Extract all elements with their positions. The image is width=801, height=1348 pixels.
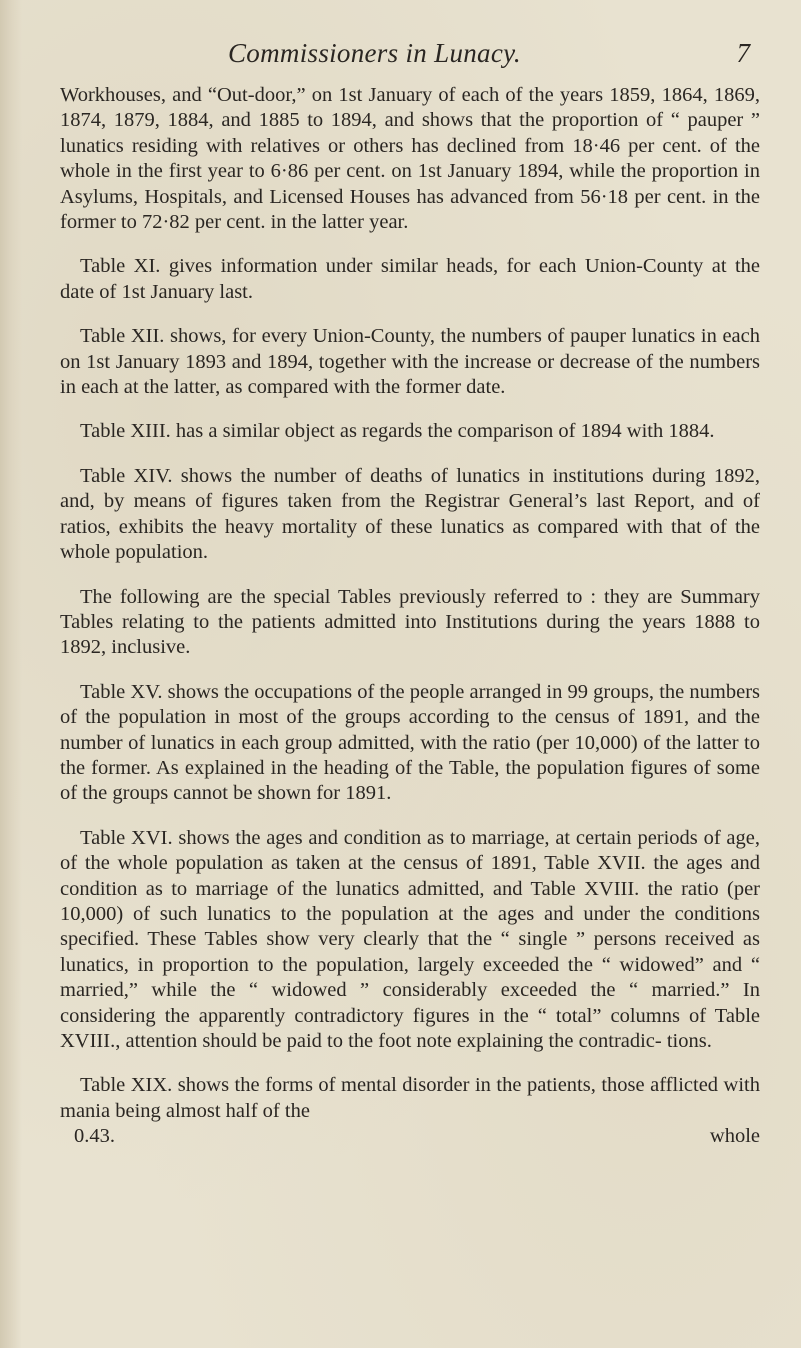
document-page	[60, 38, 760, 1328]
running-head	[60, 38, 760, 78]
paragraph-table-xix: Table XIX. shows the forms of mental disorder in the patients, those afflicted with mania being almost half of the	[60, 1074, 760, 1122]
catchword: whole	[709, 1125, 760, 1148]
page-footer	[60, 1124, 760, 1150]
signature-mark: 0.43.	[74, 1125, 115, 1148]
paragraph-table-xiii: Table XIII. has a similar object as regards the comparison of 1894 with 1884.	[80, 420, 715, 443]
paragraph-special-tables: The following are the special Tables previously referred to : they are Summary Tables relating to the patients admitted into Institutions during the years 1888 to 1892, inclusive.	[60, 585, 760, 659]
paragraph-table-xi: Table XI. gives information under similar heads, for each Union-County at the date of 1st January last.	[60, 255, 760, 303]
paragraph-table-xv: Table XV. shows the occupations of the people arranged in 99 groups, the numbers of the population in most of the groups according to the census of 1891, and the number of lunatics in each group admitted, with the ratio (per 10,000) of the latter to the former. As explained in the heading of the Table, the population figures of some of the groups cannot be shown for 1891.	[60, 680, 760, 805]
paragraph-table-xii: Table XII. shows, for every Union-County, the numbers of pauper lunatics in each on 1st January 1893 and 1894, together with the increase or decrease of the numbers in each at the latter, as compared with the former date.	[60, 325, 760, 399]
running-title: Commissioners in Lunacy.	[228, 38, 521, 68]
paragraph-table-xvi: Table XVI. shows the ages and condition as to marriage, at certain periods of age, of the whole population as taken at the census of 1891, Table XVII. the ages and condition as to marriage of the lunatics admitted, and Table XVIII. the ratio (per 10,000) of such lunatics to the population at the ages and under the conditions specified. These Tables show very clearly that the “ single ” persons received as lunatics, in proportion to the population, largely exceeded the “ widowed” and “ married,” while the “ widowed ” considerably exceeded the “ married.” In considering the apparently contradictory figures in the “ total” columns of Table XVIII., attention should be paid to the foot note explaining the contradic- tions.	[60, 826, 760, 1052]
body-text	[60, 83, 760, 1124]
paragraph-table-xiv: Table XIV. shows the number of deaths of lunatics in institutions during 1892, and, by means of figures taken from the Registrar General’s last Report, and of ratios, exhibits the heavy mortality of these lunatics as compared with that of the whole population.	[60, 464, 760, 564]
page-edge-shadow	[0, 0, 22, 1348]
paragraph-workhouses-continuation: Workhouses, and “Out-door,” on 1st January of each of the years 1859, 1864, 1869, 1874, 1879, 1884, and 1885 to 1894, and shows that the proportion of “ pauper ” lunatics residing with relatives or others has declined from 18·46 per cent. of the whole in the first year to 6·86 per cent. on 1st January 1894, while the proportion in Asylums, Hospitals, and Licensed Houses has advanced from 56·18 per cent. in the former to 72·82 per cent. in the latter year.	[60, 84, 760, 234]
page-number: 7	[736, 38, 750, 68]
